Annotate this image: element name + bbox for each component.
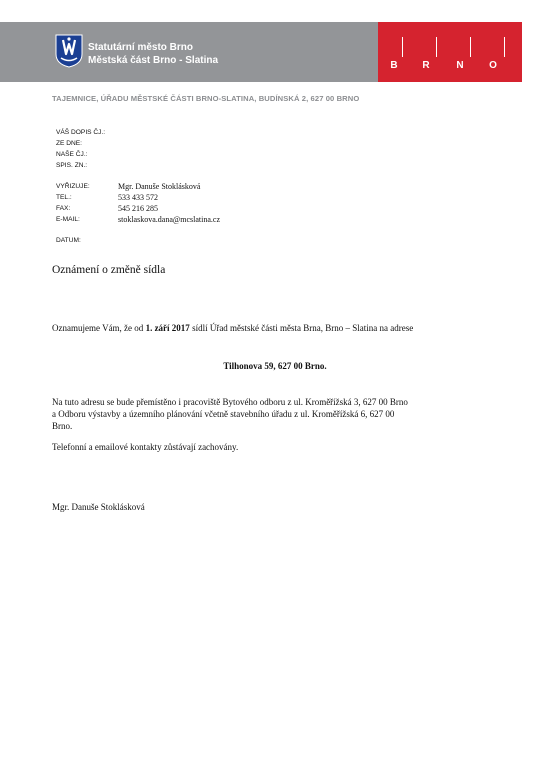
meta-row [56, 127, 118, 138]
date-block [56, 235, 118, 246]
relocation-line: Na tuto adresu se bude přemístěno i pracoviště Bytového odboru z ul. Kroměřížská 3, 627 00 Brno [52, 397, 408, 407]
meta-label: TEL.: [56, 194, 72, 201]
brno-divider [436, 37, 437, 57]
brno-divider [402, 37, 403, 57]
relocation-line: Brno. [52, 421, 73, 431]
paragraph-announcement [52, 322, 512, 334]
reference-block [56, 127, 118, 171]
brno-divider [470, 37, 471, 57]
brno-letter: O [489, 60, 497, 71]
meta-row [56, 192, 220, 203]
brno-letter: R [422, 60, 430, 71]
meta-row [56, 160, 118, 171]
letterhead-title-line2: Městská část Brno - Slatina [88, 55, 219, 66]
office-address-line: TAJEMNICE, ÚŘADU MĚSTSKÉ ČÁSTI BRNO-SLATINA, BUDÍNSKÁ 2, 627 00 BRNO [52, 94, 360, 103]
meta-row [56, 214, 220, 225]
meta-label: ZE DNE: [56, 140, 83, 147]
letterhead-title [88, 41, 218, 67]
relocation-line: a Odboru výstavby a územního plánování včetně stavebního úřadu z ul. Kroměřížská 6, 627 00 [52, 409, 395, 419]
letterhead-title-line1: Statutární město Brno [88, 42, 194, 53]
meta-value: stoklaskova.dana@mcslatina.cz [118, 215, 220, 224]
meta-label: VYŘIZUJE: [56, 183, 90, 190]
meta-row [56, 203, 220, 214]
brno-letter: N [456, 60, 464, 71]
contact-block [56, 181, 220, 225]
brno-logo-band [378, 22, 522, 82]
brno-divider [504, 37, 505, 57]
meta-row [56, 138, 118, 149]
meta-label: DATUM: [56, 237, 81, 244]
meta-label: VÁŠ DOPIS ČJ.: [56, 129, 106, 136]
meta-value: 533 433 572 [118, 193, 158, 202]
letterhead [0, 22, 550, 82]
signature: Mgr. Danuše Stoklásková [52, 502, 145, 512]
meta-value: 545 216 285 [118, 204, 158, 213]
meta-label: FAX: [56, 205, 71, 212]
paragraph-contacts: Telefonní a emailové kontakty zůstávají zachovány. [52, 442, 239, 452]
letter-title: Oznámení o změně sídla [52, 264, 166, 276]
meta-row [56, 235, 118, 246]
meta-row [56, 181, 220, 192]
brno-letter: B [390, 60, 398, 71]
city-crest-icon [55, 34, 83, 68]
new-address: Tilhonova 59, 627 00 Brno. [223, 361, 327, 371]
meta-value: Mgr. Danuše Stoklásková [118, 182, 201, 191]
meta-label: SPIS. ZN.: [56, 162, 88, 169]
announcement-text: sídlí Úřad městské části města Brna, Brno – Slatina na adrese [189, 323, 414, 333]
announcement-date: 1. září 2017 [145, 323, 190, 333]
paragraph-relocation [52, 396, 512, 432]
meta-row [56, 149, 118, 160]
meta-label: E-MAIL: [56, 216, 80, 223]
meta-label: NAŠE ČJ.: [56, 151, 88, 158]
announcement-text: Oznamujeme Vám, že od [52, 323, 146, 333]
